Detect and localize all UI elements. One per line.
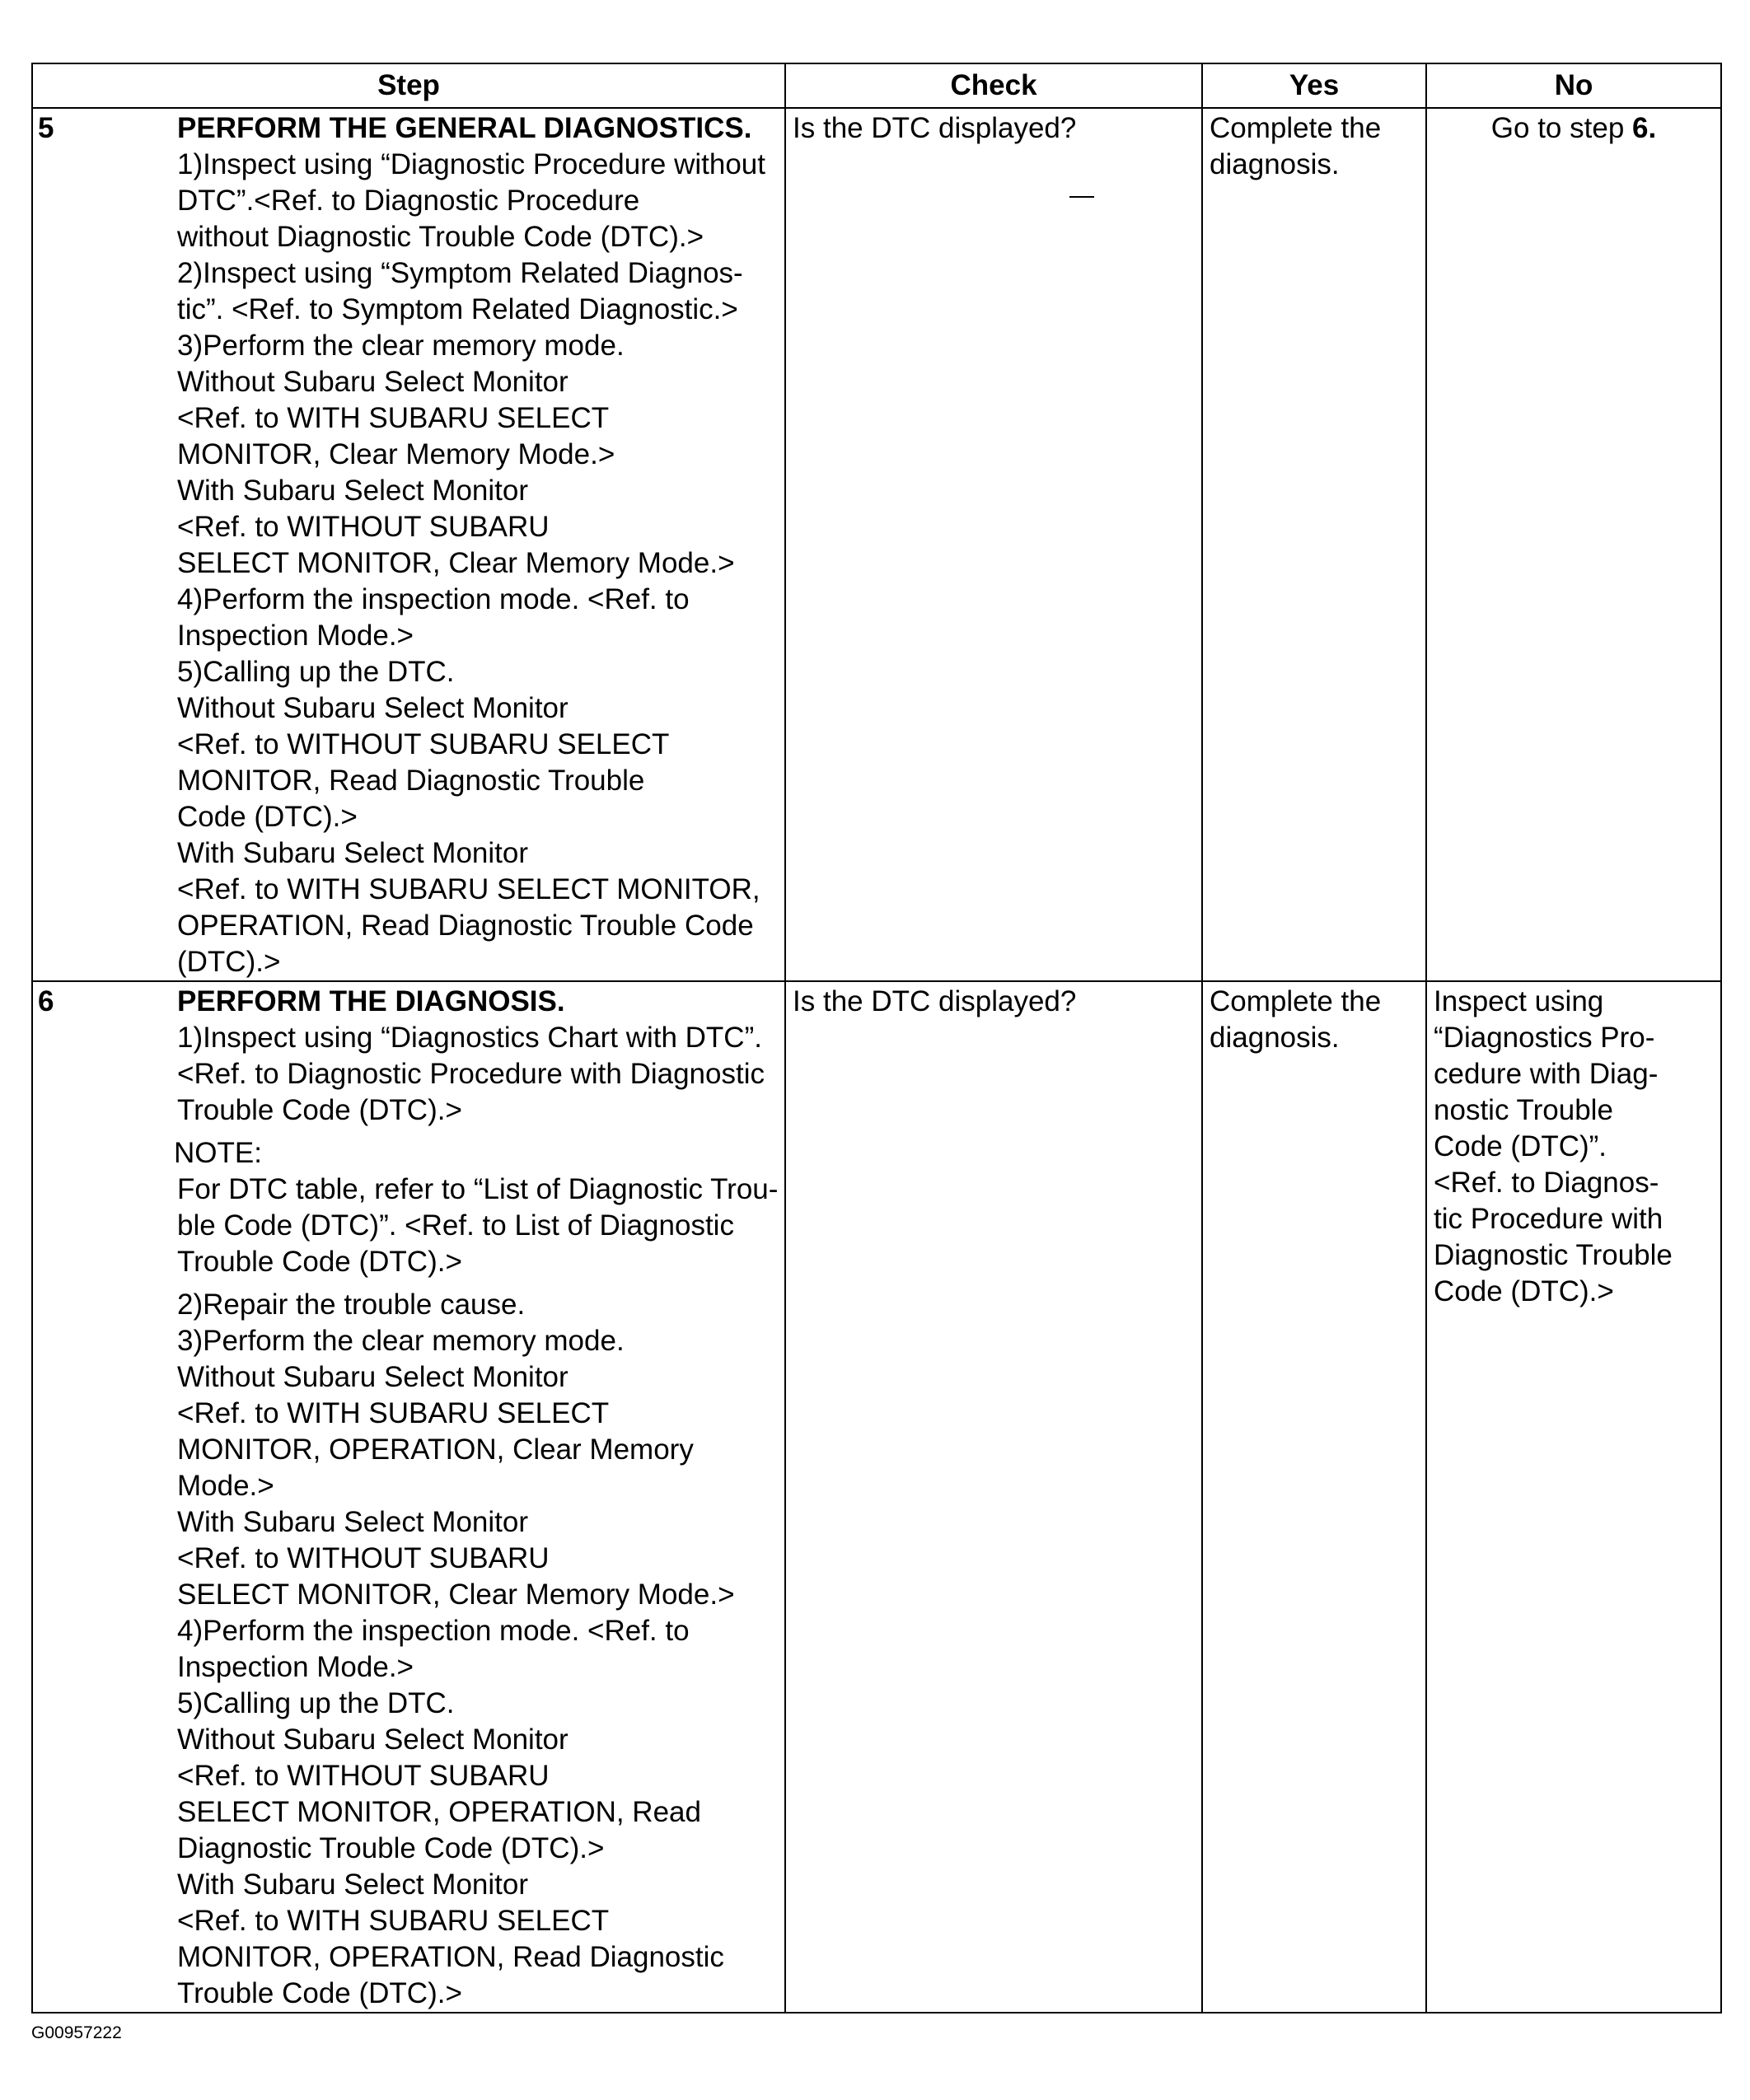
step-line: 3)Perform the clear memory mode. [177,1325,625,1357]
step-line: MONITOR, OPERATION, Read Diagnostic [177,1941,724,1973]
yes-line: diagnosis. [1210,148,1340,180]
step-line: without Diagnostic Trouble Code (DTC).> [177,221,704,253]
no-line: cedure with Diag- [1434,1058,1659,1090]
spacer [177,1280,778,1287]
no-line: Code (DTC).> [1434,1275,1614,1307]
step-line: 4)Perform the inspection mode. <Ref. to [177,1615,690,1647]
step-line: 4)Perform the inspection mode. <Ref. to [177,583,690,615]
step-line: With Subaru Select Monitor [177,475,529,507]
step-description [174,981,785,2013]
step-line: Inspection Mode.> [177,620,414,652]
step-title: PERFORM THE GENERAL DIAGNOSTICS. [177,112,752,144]
step-line: (DTC).> [177,946,281,978]
step-line: OPERATION, Read Diagnostic Trouble Code [177,910,754,942]
step-line: <Ref. to WITH SUBARU SELECT [177,1397,610,1429]
diagnostic-table [31,63,1722,2013]
step-line: 3)Perform the clear memory mode. [177,330,625,362]
step-line: <Ref. to WITH SUBARU SELECT MONITOR, [177,873,760,905]
step-line: MONITOR, Clear Memory Mode.> [177,438,615,470]
step-line: <Ref. to WITHOUT SUBARU [177,511,550,543]
yes-cell [1202,981,1426,2013]
check-cell [785,108,1202,981]
dash-mark [1069,196,1094,198]
step-line: tic”. <Ref. to Symptom Related Diagnostic.> [177,293,738,325]
step-line: Trouble Code (DTC).> [177,1094,462,1126]
step-line: Without Subaru Select Monitor [177,366,569,398]
note-label: NOTE: [174,1137,262,1169]
step-line: Inspection Mode.> [177,1651,414,1683]
step-line: SELECT MONITOR, OPERATION, Read [177,1796,701,1828]
step-line: With Subaru Select Monitor [177,1868,529,1901]
table-row [32,108,1721,981]
header-yes: Yes [1202,63,1426,108]
note-line: ble Code (DTC)”. <Ref. to List of Diagnostic [177,1209,734,1242]
no-line: tic Procedure with [1434,1203,1663,1235]
step-number: 6 [32,981,177,2013]
step-line: Code (DTC).> [177,801,358,833]
header-no: No [1426,63,1721,108]
no-line: Inspect using [1434,985,1604,1017]
step-line: <Ref. to WITHOUT SUBARU [177,1542,550,1574]
check-cell [785,981,1202,2013]
table-header-row [32,63,1721,108]
step-description [177,108,785,981]
step-line: Without Subaru Select Monitor [177,1723,569,1756]
step-line: Without Subaru Select Monitor [177,692,569,724]
step-line: 1)Inspect using “Diagnostics Chart with DTC”. [177,1022,762,1054]
step-line: <Ref. to WITHOUT SUBARU SELECT [177,728,670,760]
no-step-link: 6. [1632,112,1657,144]
step-line: Trouble Code (DTC).> [177,1977,462,2009]
yes-line: diagnosis. [1210,1022,1340,1054]
header-check: Check [785,63,1202,108]
no-cell [1426,981,1721,2013]
step-line: <Ref. to WITHOUT SUBARU [177,1760,550,1792]
step-line: With Subaru Select Monitor [177,1506,529,1538]
check-question: Is the DTC displayed? [793,985,1077,1017]
note-line: Trouble Code (DTC).> [177,1246,462,1278]
step-line: MONITOR, OPERATION, Clear Memory [177,1434,694,1466]
step-number: 5 [32,108,177,981]
step-line: <Ref. to WITH SUBARU SELECT [177,1905,610,1937]
no-line: Code (DTC)”. [1434,1130,1607,1162]
step-line: SELECT MONITOR, Clear Memory Mode.> [177,547,735,579]
table-row [32,981,1721,2013]
no-line: “Diagnostics Pro- [1434,1022,1655,1054]
step-line: With Subaru Select Monitor [177,837,529,869]
step-line: SELECT MONITOR, Clear Memory Mode.> [177,1579,735,1611]
step-line: 2)Repair the trouble cause. [177,1289,526,1321]
step-line: <Ref. to WITH SUBARU SELECT [177,402,610,434]
no-cell [1426,108,1721,981]
step-line: DTC”.<Ref. to Diagnostic Procedure [177,185,640,217]
step-line: Diagnostic Trouble Code (DTC).> [177,1832,605,1864]
yes-cell [1202,108,1426,981]
yes-line: Complete the [1210,985,1382,1017]
figure-id: G00957222 [31,2023,122,2042]
step-line: 1)Inspect using “Diagnostic Procedure without [177,148,765,180]
no-line: nostic Trouble [1434,1094,1613,1126]
yes-line: Complete the [1210,112,1382,144]
step-line: 2)Inspect using “Symptom Related Diagnos- [177,257,743,289]
step-line: 5)Calling up the DTC. [177,656,455,688]
step-line: Mode.> [177,1470,274,1502]
check-question: Is the DTC displayed? [793,112,1077,144]
step-line: <Ref. to Diagnostic Procedure with Diagnostic [177,1058,765,1090]
step-line: 5)Calling up the DTC. [177,1687,455,1719]
header-step: Step [32,63,785,108]
step-title: PERFORM THE DIAGNOSIS. [177,985,565,1017]
no-line: Diagnostic Trouble [1434,1239,1673,1271]
no-line: <Ref. to Diagnos- [1434,1167,1659,1199]
note-line: For DTC table, refer to “List of Diagnostic Trou- [177,1173,779,1205]
step-line: MONITOR, Read Diagnostic Trouble [177,765,645,797]
no-text: Go to step [1490,112,1633,144]
step-line: Without Subaru Select Monitor [177,1361,569,1393]
